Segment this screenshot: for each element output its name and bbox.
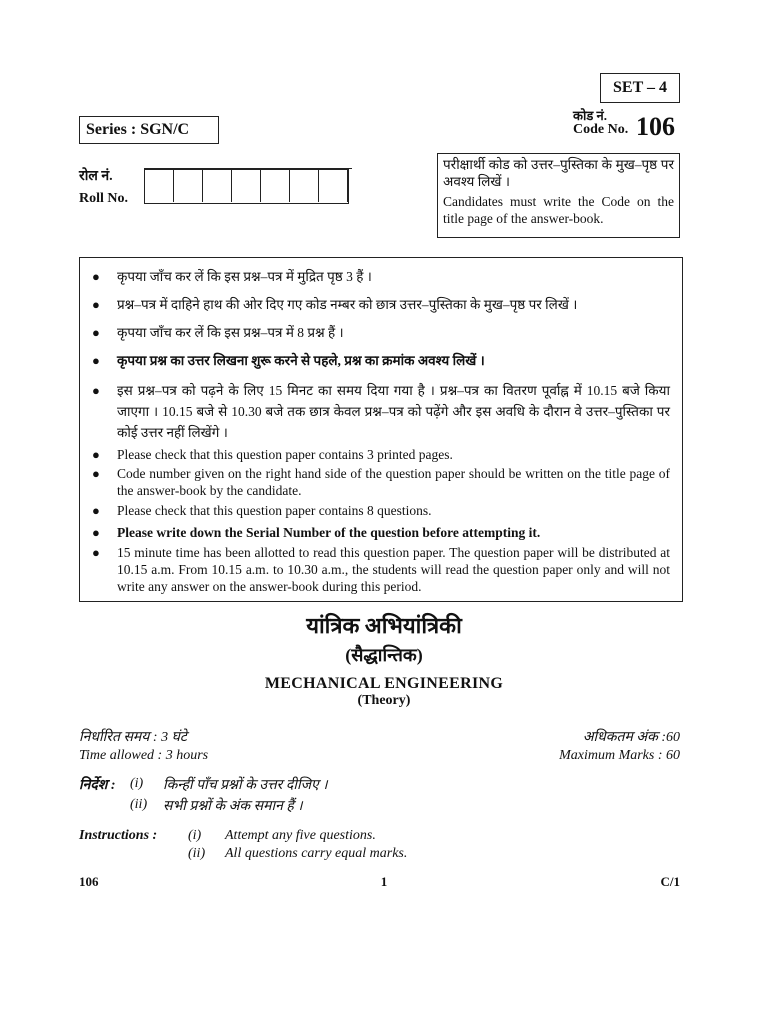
set-label: SET – 4 [600, 73, 680, 103]
list-item [92, 268, 670, 285]
bullet-icon: ● [92, 447, 100, 462]
instruction-number: (i) [188, 828, 202, 843]
instruction-text: Please write down the Serial Number of the question before attempting it. [117, 525, 541, 540]
page-number: 1 [380, 874, 388, 889]
list-item [92, 465, 670, 499]
subject-title-english: MECHANICAL ENGINEERING [264, 675, 504, 692]
direction-text: सभी प्रश्नों के अंक समान हैं । [163, 799, 303, 814]
candidate-note-hindi: परीक्षार्थी कोड को उत्तर–पुस्तिका के मुख–पृष्ठ पर अवश्य लिखें । [443, 157, 674, 189]
instruction-text: Please check that this question paper contains 8 questions. [117, 503, 432, 518]
instruction-text: Code number given on the right hand side of the question paper should be written on the title page of the answer-book by the candidate. [117, 466, 670, 498]
list-item [92, 502, 670, 519]
instruction-text: प्रश्न–पत्र में दाहिने हाथ की ओर दिए गए कोड नम्बर को छात्र उत्तर–पुस्तिका के मुख–पृष्ठ पर लिखें । [117, 297, 578, 312]
roll-digit-box[interactable] [203, 169, 232, 202]
direction-number: (i) [130, 776, 144, 791]
subject-subtitle-english: (Theory) [357, 693, 411, 708]
list-item [92, 352, 670, 369]
direction-text: किन्हीं पाँच प्रश्नों के उत्तर दीजिए । [163, 778, 328, 793]
roll-digit-box[interactable] [145, 169, 174, 202]
code-label-hindi: कोड नं. [573, 108, 608, 123]
candidate-note-box [437, 153, 680, 238]
instruction-text: Please check that this question paper contains 3 printed pages. [117, 447, 453, 462]
instruction-text: कृपया जाँच कर लें कि इस प्रश्न–पत्र में मुद्रित पृष्ठ 3 हैं । [117, 269, 372, 284]
time-allowed-english: Time allowed : 3 hours [79, 748, 209, 763]
bullet-icon: ● [92, 325, 100, 340]
directions-label-hindi: निर्देश : [79, 778, 116, 793]
candidate-note-english: Candidates must write the Code on the title page of the answer-book. [443, 194, 674, 226]
bullet-icon: ● [92, 383, 100, 398]
bullet-icon: ● [92, 503, 100, 518]
list-item [92, 544, 670, 595]
roll-digit-box[interactable] [232, 169, 261, 202]
bullet-icon: ● [92, 466, 100, 481]
subject-title-hindi: यांत्रिक अभियांत्रिकी [306, 613, 462, 638]
list-item [92, 296, 670, 313]
roll-digit-box[interactable] [174, 169, 203, 202]
series-label: Series : SGN/C [79, 116, 219, 144]
instruction-text: Attempt any five questions. [225, 828, 376, 843]
instruction-text: कृपया जाँच कर लें कि इस प्रश्न–पत्र में 8 प्रश्न हैं । [117, 325, 344, 340]
instruction-text: All questions carry equal marks. [225, 846, 408, 861]
roll-digit-box[interactable] [261, 169, 290, 202]
bullet-icon: ● [92, 545, 100, 560]
roll-label-english: Roll No. [79, 191, 128, 206]
list-item [92, 380, 670, 443]
code-label-english: Code No. [573, 122, 629, 137]
list-item [92, 324, 670, 341]
roll-label-hindi: रोल नं. [79, 169, 113, 184]
max-marks-hindi: अधिकतम अंक :60 [582, 730, 680, 745]
instruction-number: (ii) [188, 846, 206, 861]
general-instructions-box [79, 257, 683, 602]
code-number: 106 [636, 112, 675, 141]
list-item [92, 524, 670, 541]
instruction-text: 15 minute time has been allotted to read this question paper. The question paper will be distributed at 10.15 a.m. From 10.15 a.m. to 10.30 a.m., the students will read the question paper only and will not write any answer on the answer-book during this period. [117, 545, 670, 594]
bullet-icon: ● [92, 353, 100, 368]
instruction-text: इस प्रश्न–पत्र को पढ़ने के लिए 15 मिनट का समय दिया गया है । प्रश्न–पत्र का वितरण पूर्वाह्न में 10.15 बजे किया जाएगा । 10.15 बजे से 10.30 बजे तक छात्र केवल प्रश्न–पत्र को पढ़ेंगे और इस अवधि के दौरान वे उत्तर–पुस्तिका पर कोई उत्तर नहीं लिखेंगे । [117, 383, 670, 440]
bullet-icon: ● [92, 297, 100, 312]
max-marks-english: Maximum Marks : 60 [559, 748, 680, 763]
roll-number-boxes[interactable] [144, 169, 349, 204]
footer-page-ref: C/1 [660, 874, 680, 889]
instructions-label-english: Instructions : [79, 828, 158, 843]
footer-code: 106 [79, 874, 99, 889]
instruction-text: कृपया प्रश्न का उत्तर लिखना शुरू करने से पहले, प्रश्न का क्रमांक अवश्य लिखें । [117, 353, 485, 368]
roll-digit-box[interactable] [319, 169, 348, 202]
list-item [92, 446, 670, 463]
direction-number: (ii) [130, 797, 148, 812]
subject-subtitle-hindi: (सैद्धान्तिक) [345, 645, 423, 665]
bullet-icon: ● [92, 525, 100, 540]
roll-digit-box[interactable] [290, 169, 319, 202]
time-allowed-hindi: निर्धारित समय : 3 घंटे [79, 730, 187, 745]
bullet-icon: ● [92, 269, 100, 284]
